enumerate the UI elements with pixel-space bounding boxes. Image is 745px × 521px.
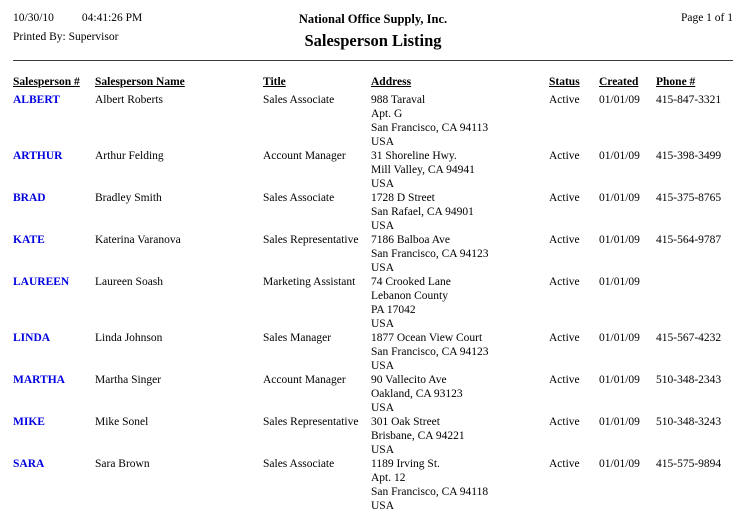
salesperson-name: Linda Johnson xyxy=(95,332,163,344)
address-line: USA xyxy=(371,444,395,456)
salesperson-address xyxy=(371,93,549,149)
column-header-salesperson-name: Salesperson Name xyxy=(95,76,185,88)
header-left xyxy=(13,12,299,43)
address-line: USA xyxy=(371,178,395,190)
header-divider xyxy=(13,60,733,61)
address-line: USA xyxy=(371,402,395,414)
salesperson-phone: 510-348-3243 xyxy=(656,416,722,428)
salesperson-created-date: 01/01/09 xyxy=(599,276,640,288)
address-line: 301 Oak Street xyxy=(371,416,440,428)
salesperson-number-link[interactable]: MIKE xyxy=(13,416,45,428)
address-line: PA 17042 xyxy=(371,304,416,316)
salesperson-phone: 415-575-9894 xyxy=(656,458,722,470)
salesperson-table-body xyxy=(13,93,733,513)
page-number: Page 1 of 1 xyxy=(680,12,733,24)
address-line: 90 Vallecito Ave xyxy=(371,374,447,386)
salesperson-title: Marketing Assistant xyxy=(263,276,356,288)
salesperson-title: Sales Associate xyxy=(263,192,335,204)
address-line: Apt. 12 xyxy=(371,472,406,484)
salesperson-name: Sara Brown xyxy=(95,458,150,470)
company-name: National Office Supply, Inc. xyxy=(298,12,448,26)
table-header-row xyxy=(13,76,733,93)
address-line: 1877 Ocean View Court xyxy=(371,332,483,344)
salesperson-phone: 415-564-9787 xyxy=(656,234,722,246)
address-line: San Francisco, CA 94123 xyxy=(371,248,489,260)
address-line: 988 Taraval xyxy=(371,94,426,106)
table-row xyxy=(13,275,733,331)
address-line: 74 Crooked Lane xyxy=(371,276,451,288)
salesperson-number-link[interactable]: LAUREEN xyxy=(13,276,70,288)
address-line: Brisbane, CA 94221 xyxy=(371,430,465,442)
address-line: San Francisco, CA 94113 xyxy=(371,122,489,134)
salesperson-status: Active xyxy=(549,276,580,288)
salesperson-created-date: 01/01/09 xyxy=(599,94,640,106)
print-date: 10/30/10 xyxy=(13,12,54,24)
salesperson-name: Martha Singer xyxy=(95,374,162,386)
salesperson-name: Mike Sonel xyxy=(95,416,149,428)
table-row xyxy=(13,331,733,373)
salesperson-number-link[interactable]: BRAD xyxy=(13,192,46,204)
salesperson-created-date: 01/01/09 xyxy=(599,192,640,204)
salesperson-title: Sales Associate xyxy=(263,458,335,470)
address-line: USA xyxy=(371,262,395,274)
address-line: San Rafael, CA 94901 xyxy=(371,206,474,218)
salesperson-name: Laureen Soash xyxy=(95,276,164,288)
salesperson-name: Albert Roberts xyxy=(95,94,164,106)
salesperson-created-date: 01/01/09 xyxy=(599,332,640,344)
header-center xyxy=(299,12,447,51)
address-line: San Francisco, CA 94123 xyxy=(371,346,489,358)
salesperson-status: Active xyxy=(549,458,580,470)
salesperson-number-link[interactable]: SARA xyxy=(13,458,45,470)
address-line: 7186 Balboa Ave xyxy=(371,234,450,246)
salesperson-status: Active xyxy=(549,150,580,162)
column-header-phone: Phone # xyxy=(656,76,696,88)
salesperson-title: Sales Representative xyxy=(263,416,359,428)
table-row xyxy=(13,149,733,191)
report-title: Salesperson Listing xyxy=(304,31,442,50)
salesperson-created-date: 01/01/09 xyxy=(599,234,640,246)
salesperson-name: Bradley Smith xyxy=(95,192,162,204)
print-time: 04:41:26 PM xyxy=(81,12,143,24)
address-line: San Francisco, CA 94118 xyxy=(371,486,489,498)
salesperson-status: Active xyxy=(549,416,580,428)
table-row xyxy=(13,93,733,149)
address-line: 1728 D Street xyxy=(371,192,435,204)
salesperson-address xyxy=(371,415,549,457)
salesperson-status: Active xyxy=(549,332,580,344)
address-line: Mill Valley, CA 94941 xyxy=(371,164,475,176)
salesperson-number-link[interactable]: LINDA xyxy=(13,332,51,344)
salesperson-number-link[interactable]: MARTHA xyxy=(13,374,65,386)
salesperson-title: Sales Associate xyxy=(263,94,335,106)
address-line: Apt. G xyxy=(371,108,403,120)
salesperson-name: Arthur Felding xyxy=(95,150,164,162)
salesperson-phone: 510-348-2343 xyxy=(656,374,722,386)
salesperson-status: Active xyxy=(549,374,580,386)
salesperson-created-date: 01/01/09 xyxy=(599,416,640,428)
salesperson-phone: 415-375-8765 xyxy=(656,192,722,204)
salesperson-number-link[interactable]: ARTHUR xyxy=(13,150,63,162)
salesperson-status: Active xyxy=(549,234,580,246)
printed-by: Printed By: Supervisor xyxy=(13,31,119,43)
salesperson-name: Katerina Varanova xyxy=(95,234,181,246)
salesperson-status: Active xyxy=(549,94,580,106)
salesperson-phone: 415-567-4232 xyxy=(656,332,722,344)
table-row xyxy=(13,191,733,233)
salesperson-created-date: 01/01/09 xyxy=(599,458,640,470)
salesperson-status: Active xyxy=(549,192,580,204)
salesperson-title: Sales Manager xyxy=(263,332,332,344)
salesperson-address xyxy=(371,275,549,331)
address-line: USA xyxy=(371,360,395,372)
report-header xyxy=(13,12,733,51)
salesperson-created-date: 01/01/09 xyxy=(599,374,640,386)
salesperson-address xyxy=(371,191,549,233)
column-header-title: Title xyxy=(263,76,286,88)
salesperson-address xyxy=(371,149,549,191)
salesperson-title: Sales Representative xyxy=(263,234,359,246)
salesperson-address xyxy=(371,457,549,513)
address-line: USA xyxy=(371,136,395,148)
salesperson-address xyxy=(371,233,549,275)
address-line: USA xyxy=(371,220,395,232)
salesperson-title: Account Manager xyxy=(263,150,346,162)
column-header-status: Status xyxy=(549,76,580,88)
salesperson-created-date: 01/01/09 xyxy=(599,150,640,162)
table-row xyxy=(13,233,733,275)
salesperson-number-link[interactable]: KATE xyxy=(13,234,45,246)
salesperson-address xyxy=(371,373,549,415)
salesperson-table xyxy=(13,76,733,513)
address-line: Oakland, CA 93123 xyxy=(371,388,463,400)
table-row xyxy=(13,457,733,513)
column-header-address: Address xyxy=(371,76,412,88)
salesperson-phone xyxy=(656,275,733,331)
address-line: Lebanon County xyxy=(371,290,448,302)
table-row xyxy=(13,373,733,415)
column-header-created: Created xyxy=(599,76,639,88)
address-line: USA xyxy=(371,318,395,330)
salesperson-phone: 415-847-3321 xyxy=(656,94,722,106)
salesperson-phone: 415-398-3499 xyxy=(656,150,722,162)
table-row xyxy=(13,415,733,457)
salesperson-number-link[interactable]: ALBERT xyxy=(13,94,60,106)
address-line: 31 Shoreline Hwy. xyxy=(371,150,457,162)
address-line: USA xyxy=(371,500,395,512)
salesperson-address xyxy=(371,331,549,373)
column-header-salesperson-number: Salesperson # xyxy=(13,76,80,88)
salesperson-title: Account Manager xyxy=(263,374,346,386)
address-line: 1189 Irving St. xyxy=(371,458,440,470)
